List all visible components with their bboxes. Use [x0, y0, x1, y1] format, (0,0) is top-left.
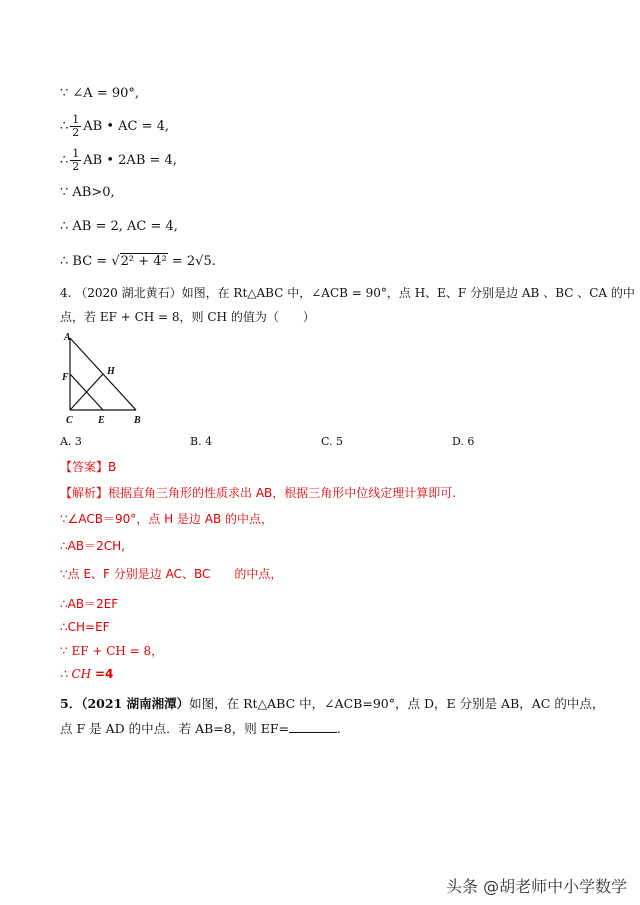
q4-line-2: 点，若 EF + CH = 8，则 CH 的值为（ ）	[60, 310, 315, 324]
solution-step-6: ∵ EF + CH = 8，	[60, 644, 164, 658]
answer-line: 【答案】B	[60, 460, 117, 474]
therefore-symbol: ∴	[60, 153, 69, 168]
q4-option-c: C. 5	[321, 435, 344, 448]
sqrt-symbol: √	[111, 254, 120, 269]
label-c: C	[66, 415, 73, 426]
q4-option-b: B. 4	[190, 435, 213, 448]
proof-line-3-expr: AB • 2AB = 4,	[83, 153, 177, 168]
solution-step-2: ∴AB＝2CH,	[60, 539, 125, 553]
proof-line-4: ∵ AB>0,	[60, 185, 115, 200]
solution-step-1: ∵∠ACB＝90°，点 H 是边 AB 的中点，	[60, 512, 273, 526]
label-b: B	[134, 415, 141, 426]
q4-option-d: D. 6	[452, 435, 475, 448]
proof-line-2	[60, 114, 169, 139]
proof-line-5: ∴ AB = 2, AC = 4,	[60, 219, 178, 234]
sqrt-radicand: 2² + 4²	[120, 254, 167, 269]
analysis-line: 【解析】根据直角三角形的性质求出 AB，根据三角形中位线定理计算即可.	[60, 486, 457, 500]
fraction-half: $\frac{1}{2}$	[72, 147, 80, 173]
q5-line-1: 5．（2021 湖南湘潭）如图，在 Rt△ABC 中，∠ACB=90°，点 D，E 分别是 AB，AC 的中点，	[60, 696, 605, 711]
q5-line-2: 点 F 是 AD 的中点．若 AB=8，则 EF= .	[60, 721, 341, 736]
fraction-half: $\frac{1}{2}$	[72, 113, 80, 139]
label-a: A	[64, 332, 71, 343]
q4-line-1: 4. （2020 湖北黄石）如图，在 Rt△ABC 中，∠ACB = 90°，点 H、E、F 分别是边 AB 、BC 、CA 的中	[60, 286, 635, 300]
proof-line-6: ∴ BC = √2² + 4² = 2√5.	[60, 254, 216, 269]
therefore-symbol: ∴	[60, 119, 69, 134]
solution-step-7: ∴ CH =4	[60, 667, 114, 681]
proof-line-1: ∵ ∠A = 90°,	[60, 86, 140, 101]
triangle-figure	[58, 330, 148, 430]
proof-line-3	[60, 148, 177, 173]
label-f: F	[62, 372, 69, 383]
solution-step-3: ∵点 E、F 分别是边 AC、BC 的中点，	[60, 567, 283, 581]
watermark: 头条 @胡老师中小学数学	[446, 877, 628, 896]
solution-step-4: ∴AB＝2EF	[60, 597, 119, 611]
q4-option-a: A. 3	[60, 435, 82, 448]
proof-line-2-expr: AB • AC = 4,	[83, 119, 170, 134]
answer-blank[interactable]	[289, 720, 337, 733]
solution-step-5: ∴CH=EF	[60, 620, 110, 634]
label-h: H	[107, 366, 115, 377]
label-e: E	[98, 415, 105, 426]
